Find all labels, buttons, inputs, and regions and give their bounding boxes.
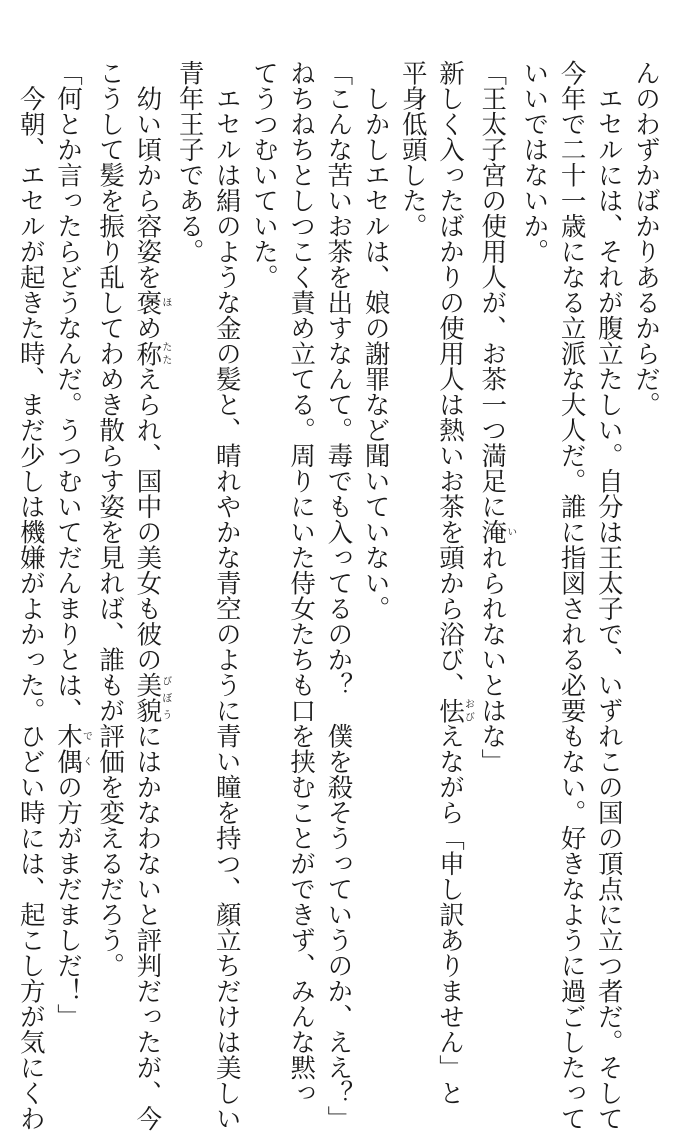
text-segment: にはかなわないと評判だったが、今: [132, 723, 163, 1131]
ruby-home: [132, 289, 171, 316]
text-line: しかしエセルは、娘の謝罪など聞いていない。: [360, 60, 391, 621]
ruby-base: 称: [132, 340, 163, 366]
text-line: [128, 60, 171, 1131]
ruby-reading: い: [504, 519, 516, 545]
ruby-reading: びぼう: [159, 672, 171, 723]
text-line: [49, 60, 92, 1029]
text-line: んのわずかばかりあるからだ。: [631, 60, 661, 417]
ruby-irerare: [477, 519, 516, 545]
text-line: 「こんな苦いお茶を出すなんて。毒でも入ってるのか？ 僕を殺そうっていうのか、ええ？」: [323, 60, 354, 1131]
ruby-tata: [132, 340, 171, 367]
text-segment: 幼い頃から容姿を: [132, 60, 163, 290]
text-line: 青年王子である。: [174, 60, 205, 264]
text-segment: えながら「申し訳ありません」と: [434, 723, 465, 1106]
ruby-base: 怯: [434, 697, 465, 723]
text-line: 平身低頭した。: [397, 60, 428, 239]
text-segment: えられ、国中の美女も彼の: [132, 366, 163, 672]
vertical-text-body: [12, 60, 664, 1131]
ruby-base: 木偶: [52, 723, 83, 774]
ruby-reading: たた: [159, 340, 171, 366]
ruby-deku: [52, 723, 92, 774]
text-line: ねちねちとしつこく責め立てる。周りにいた侍女たちも口を挟むことができず、みんな黙っ: [286, 60, 317, 1106]
text-segment: 新しく入ったばかりの使用人は熱いお茶を頭から浴び、: [434, 60, 465, 698]
text-segment: れられないとはな」: [477, 544, 508, 774]
text-line: [431, 60, 474, 1106]
ruby-reading: でく: [80, 723, 92, 774]
ruby-base: 美貌: [132, 672, 163, 723]
text-segment: め: [132, 315, 163, 341]
ruby-obie: [434, 697, 474, 724]
text-line: てうつむいていた。: [248, 60, 279, 290]
text-line: こうして髪を振り乱してわめき散らす姿を見れば、誰もが評価を変えるだろう。: [95, 60, 126, 978]
ruby-base: 褒: [132, 289, 163, 315]
ruby-base: 淹: [477, 519, 508, 545]
text-line: [473, 60, 515, 960]
ruby-bibou: [132, 672, 171, 723]
text-line: 今朝、エセルが起きた時、まだ少しは機嫌がよかった。ひどい時には、起こし方が気にくわ: [15, 60, 46, 1131]
text-line: エセルには、それが腹立たしい。自分は王太子で、いずれこの国の頂点に立つ者だ。そして: [593, 60, 624, 1131]
text-line: エセルは絹のような金の髪と、晴れやかな青空のように青い瞳を持つ、顔立ちだけは美しい: [211, 60, 242, 1131]
text-segment: 「王太子宮の使用人が、お茶一つ満足に: [477, 60, 508, 519]
text-segment: 「何とか言ったらどうなんだ。うつむいてだんまりとは、: [52, 60, 83, 723]
ruby-reading: ほ: [159, 289, 171, 315]
text-line: 今年で二十一歳になる立派な大人だ。誰に指図される必要もない。好きなように過ごしたって: [556, 60, 587, 1131]
ruby-reading: おび: [462, 697, 474, 723]
text-line: いいではないか。: [519, 60, 550, 264]
text-segment: の方がまだましだ！」: [52, 774, 83, 1029]
